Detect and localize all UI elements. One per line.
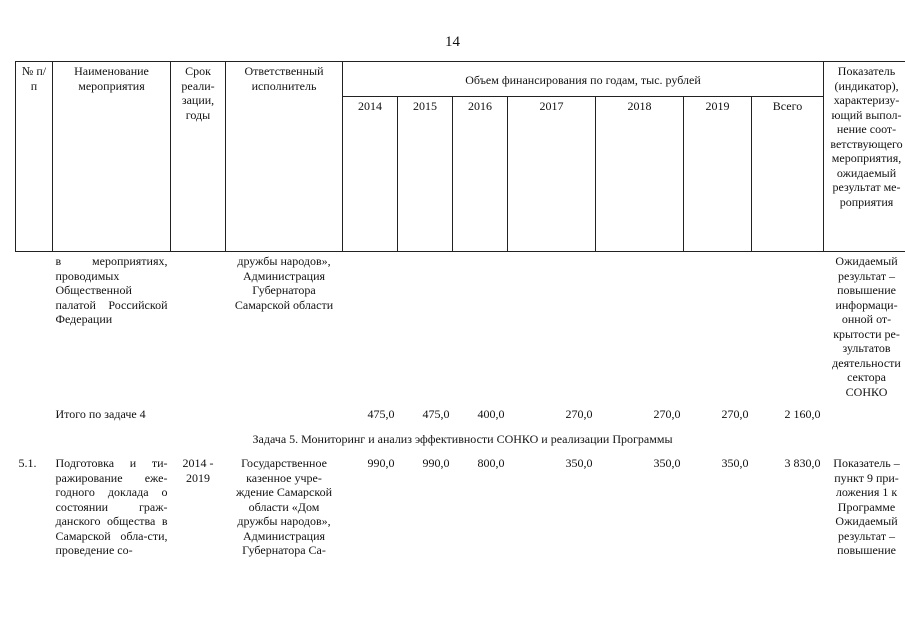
row-name: Подготовка и ти-ражирование еже-годного доклада о состоянии граж-данского общества в Самарской обла-сти, проведение со- — [55, 456, 168, 557]
table-row-continuation — [16, 252, 905, 402]
total-value: 475,0 — [422, 407, 450, 421]
row-period: 2014 - 2019 — [182, 456, 214, 485]
total-value: 270,0 — [565, 407, 593, 421]
row-value: 350,0 — [565, 456, 593, 470]
header-year: 2017 — [508, 97, 596, 252]
total-value: 400,0 — [477, 407, 505, 421]
total-label: Итого по задаче 4 — [55, 407, 146, 421]
task-title: Задача 5. Мониторинг и анализ эффективности СОНКО и реализации Программы — [252, 431, 673, 446]
total-value: 270,0 — [721, 407, 749, 421]
task-title-row — [16, 424, 905, 455]
table-row-total — [16, 401, 905, 424]
row-value: 990,0 — [367, 456, 395, 470]
total-value: 475,0 — [367, 407, 395, 421]
row-name: в мероприятиях, проводимых Общественной палатой Российской Федерации — [55, 254, 168, 326]
row-indicator: Ожидаемый результат – повышение информаци-онной от-крытости ре-зультатов деятельности сектора СОНКО — [832, 254, 901, 399]
row-value: 990,0 — [422, 456, 450, 470]
header-year-total: Всего — [752, 97, 824, 252]
header-name: Наименование мероприятия — [53, 62, 171, 252]
header-year: 2018 — [596, 97, 684, 252]
header-executor: Ответственный исполнитель — [226, 62, 343, 252]
row-value: 350,0 — [653, 456, 681, 470]
page-number: 14 — [445, 34, 460, 50]
row-value: 350,0 — [721, 456, 749, 470]
header-year: 2014 — [343, 97, 398, 252]
header-year: 2016 — [453, 97, 508, 252]
row-num: 5.1. — [18, 456, 37, 470]
table-header-row — [16, 62, 905, 97]
header-period: Срок реали-зации, годы — [171, 62, 226, 252]
total-value-sum: 2 160,0 — [784, 407, 821, 421]
header-year: 2015 — [398, 97, 453, 252]
total-value: 270,0 — [653, 407, 681, 421]
row-value: 800,0 — [477, 456, 505, 470]
header-num: № п/п — [16, 62, 53, 252]
row-executor: дружбы народов», Администрация Губернатора Самарской области — [234, 254, 334, 312]
header-indicator: Показатель (индикатор), характеризу-ющий выпол-нение соот-ветствующего мероприятия, ожидаемый результат ме-роприятия — [824, 62, 905, 252]
header-financing: Объем финансирования по годам, тыс. рублей — [343, 62, 824, 97]
row-indicator: Показатель – пункт 9 при-ложения 1 к Программе Ожидаемый результат – повышение — [833, 456, 900, 557]
header-year: 2019 — [684, 97, 752, 252]
row-value-total: 3 830,0 — [784, 456, 821, 470]
row-executor: Государственное казенное учре-ждение Самарской области «Дом дружбы народов», Администрация Губернатора Са- — [235, 456, 333, 557]
table-row-5-1 — [16, 454, 905, 560]
program-table — [15, 61, 905, 560]
